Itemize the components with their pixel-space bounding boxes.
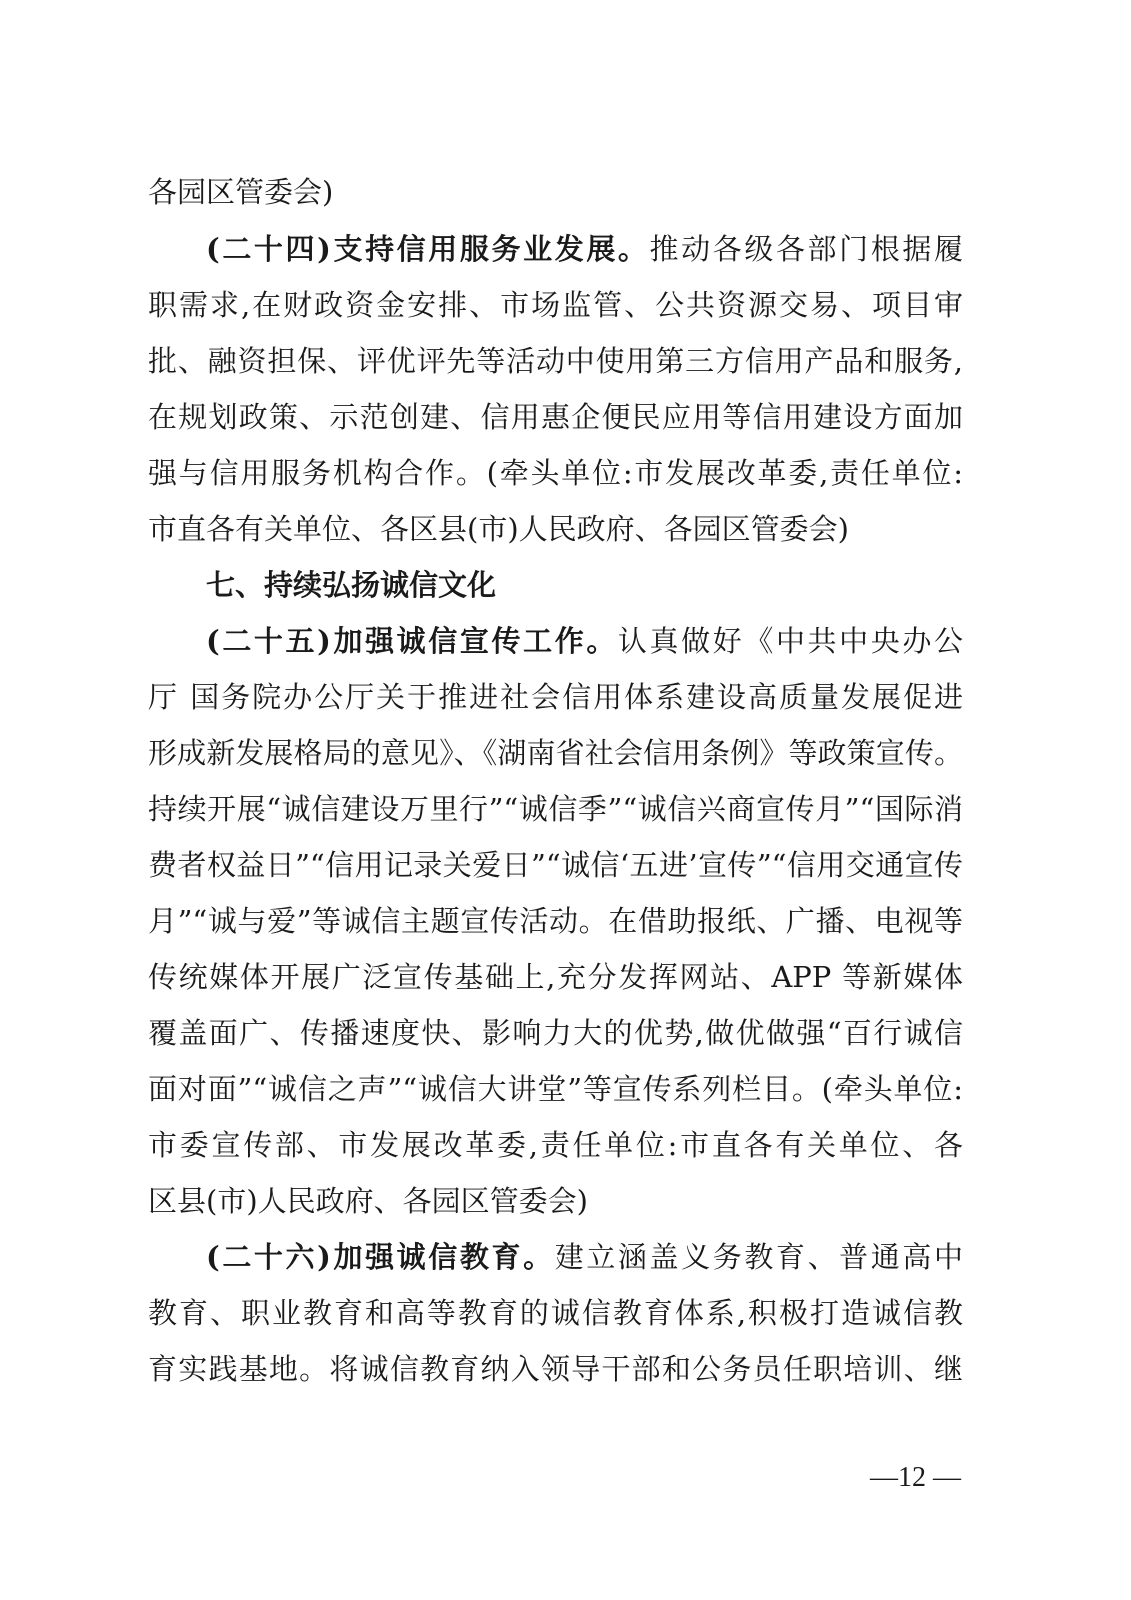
paragraph-line: 教育、职业教育和高等教育的诚信教育体系,积极打造诚信教: [148, 1296, 963, 1330]
paragraph-line: 月”“诚与爱”等诚信主题宣传活动。在借助报纸、广播、电视等: [148, 904, 963, 938]
section-26-title: (二十六)加强诚信教育。: [206, 1240, 555, 1274]
paragraph-line: 各园区管委会): [148, 175, 334, 209]
paragraph-line: 厅 国务院办公厅关于推进社会信用体系建设高质量发展促进: [148, 680, 963, 714]
section-25-title: (二十五)加强诚信宣传工作。: [206, 624, 618, 658]
paragraph-line: 在规划政策、示范创建、信用惠企便民应用等信用建设方面加: [148, 400, 963, 434]
section-26-line: [148, 1237, 963, 1277]
page-number: —12 —: [870, 1462, 961, 1493]
paragraph-line: 强与信用服务机构合作。(牵头单位:市发展改革委,责任单位:: [148, 456, 963, 490]
paragraph-line: 市委宣传部、市发展改革委,责任单位:市直各有关单位、各: [148, 1128, 963, 1162]
paragraph-line: 职需求,在财政资金安排、市场监管、公共资源交易、项目审: [148, 288, 963, 322]
paragraph-line: 市直各有关单位、各区县(市)人民政府、各园区管委会): [148, 512, 849, 546]
section-24-title: (二十四)支持信用服务业发展。: [206, 232, 650, 266]
paragraph-line: 覆盖面广、传播速度快、影响力大的优势,做优做强“百行诚信: [148, 1016, 963, 1050]
paragraph-line: 费者权益日”“信用记录关爱日”“诚信‘五进’宣传”“信用交通宣传: [148, 848, 963, 882]
paragraph-line: 批、融资担保、评优评先等活动中使用第三方信用产品和服务,: [148, 344, 963, 378]
section-24-text: 推动各级各部门根据履: [649, 232, 963, 266]
section-26-text: 建立涵盖义务教育、普通高中: [554, 1240, 963, 1274]
paragraph-line: 面对面”“诚信之声”“诚信大讲堂”等宣传系列栏目。(牵头单位:: [148, 1072, 963, 1106]
section-25-text: 认真做好《中共中央办公: [617, 624, 963, 658]
section-25-line: [148, 621, 963, 661]
chapter-heading: 七、持续弘扬诚信文化: [206, 568, 497, 602]
section-24-line: [148, 229, 963, 269]
paragraph-line: 形成新发展格局的意见》、《湖南省社会信用条例》等政策宣传。: [148, 736, 963, 770]
paragraph-line: 传统媒体开展广泛宣传基础上,充分发挥网站、APP 等新媒体: [148, 960, 963, 994]
paragraph-line: 区县(市)人民政府、各园区管委会): [148, 1184, 588, 1218]
paragraph-line: 育实践基地。将诚信教育纳入领导干部和公务员任职培训、继: [148, 1352, 963, 1386]
paragraph-line: 持续开展“诚信建设万里行”“诚信季”“诚信兴商宣传月”“国际消: [148, 792, 963, 826]
